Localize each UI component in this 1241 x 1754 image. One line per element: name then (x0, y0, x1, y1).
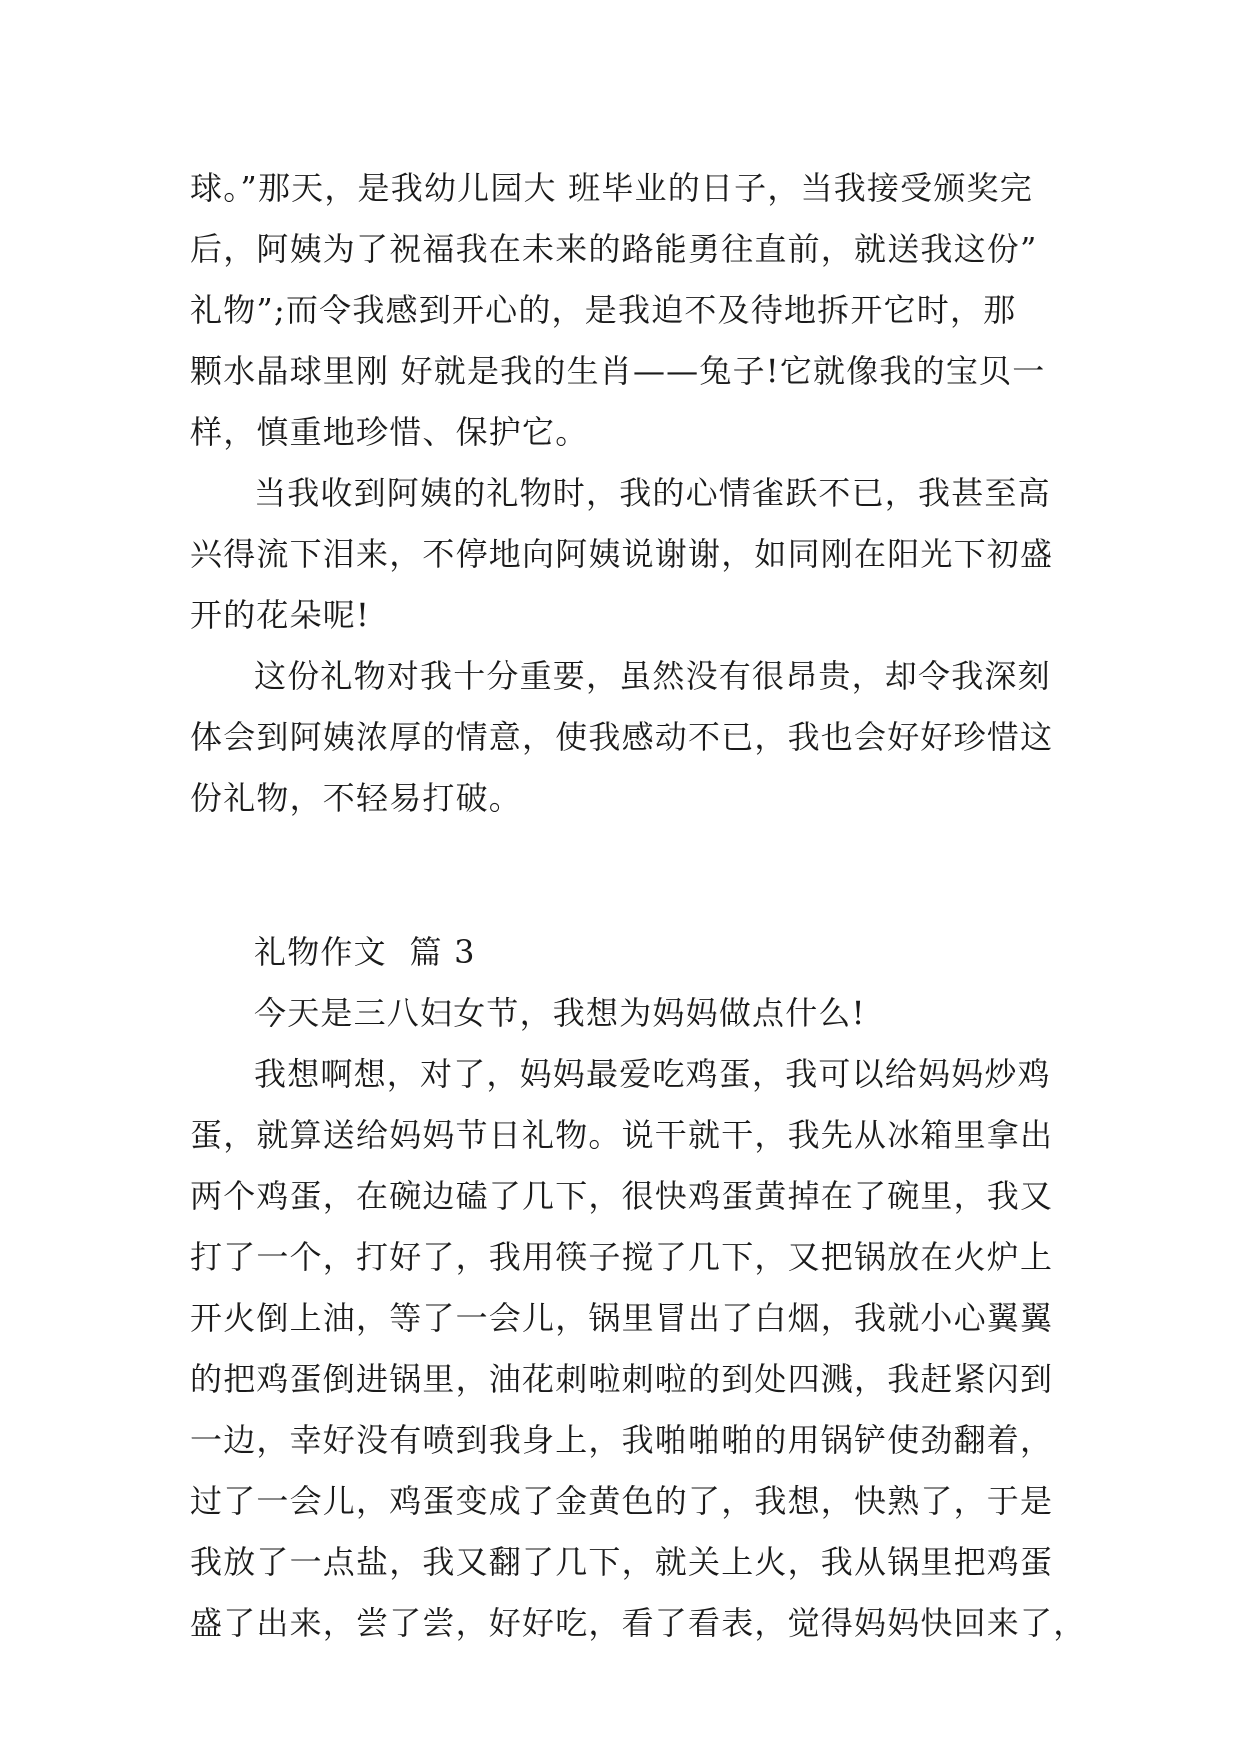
text-line: 礼物”;而令我感到开心的，是我迫不及待地拆开它时，那 (190, 291, 1017, 329)
document-body (190, 158, 1087, 1654)
paragraph (190, 983, 1070, 1044)
paragraph (190, 158, 1070, 463)
text-line: 这份礼物对我十分重要，虽然没有很昂贵，却令我深刻 (254, 657, 1051, 695)
paragraph (190, 1044, 1087, 1654)
text-line: 的把鸡蛋倒进锅里，油花刺啦刺啦的到处四溅，我赶紧闪到 (190, 1360, 1054, 1398)
paragraph (190, 463, 1070, 646)
text-line: 今天是三八妇女节，我想为妈妈做点什么! (254, 994, 866, 1032)
text-line: 份礼物，不轻易打破。 (190, 779, 523, 817)
text-line: 我放了一点盐，我又翻了几下，就关上火，我从锅里把鸡蛋 (190, 1543, 1054, 1581)
text-line: 后，阿姨为了祝福我在未来的路能勇往直前，就送我这份” (190, 230, 1038, 268)
text-line: 过了一会儿，鸡蛋变成了金黄色的了，我想，快熟了，于是 (190, 1482, 1054, 1520)
text-line: 体会到阿姨浓厚的情意，使我感动不已，我也会好好珍惜这 (190, 718, 1054, 756)
text-line: 开火倒上油，等了一会儿，锅里冒出了白烟，我就小心翼翼 (190, 1299, 1054, 1337)
section-spacer (190, 829, 1070, 922)
text-line: 当我收到阿姨的礼物时，我的心情雀跃不已，我甚至高 (254, 474, 1051, 512)
text-line: 颗水晶球里刚 好就是我的生肖——兔子!它就像我的宝贝一 (190, 352, 1046, 390)
text-line: 兴得流下泪来，不停地向阿姨说谢谢，如同刚在阳光下初盛 (190, 535, 1054, 573)
text-line: 球。”那天，是我幼儿园大 班毕业的日子，当我接受颁奖完 (190, 169, 1033, 207)
text-line: 蛋，就算送给妈妈节日礼物。说干就干，我先从冰箱里拿出 (190, 1116, 1054, 1154)
text-line: 两个鸡蛋，在碗边磕了几下，很快鸡蛋黄掉在了碗里，我又 (190, 1177, 1054, 1215)
text-line: 我想啊想，对了，妈妈最爱吃鸡蛋，我可以给妈妈炒鸡 (254, 1055, 1051, 1093)
section-heading: 礼物作文 篇 3 (254, 933, 476, 971)
text-line: 开的花朵呢! (190, 596, 371, 634)
text-line: 盛了出来，尝了尝，好好吃，看了看表，觉得妈妈快回来了， (190, 1604, 1087, 1642)
paragraph (190, 646, 1070, 829)
text-line: 打了一个，打好了，我用筷子搅了几下，又把锅放在火炉上 (190, 1238, 1054, 1276)
text-line: 一边，幸好没有喷到我身上，我啪啪啪的用锅铲使劲翻着， (190, 1421, 1054, 1459)
text-line: 样，慎重地珍惜、保护它。 (190, 413, 589, 451)
